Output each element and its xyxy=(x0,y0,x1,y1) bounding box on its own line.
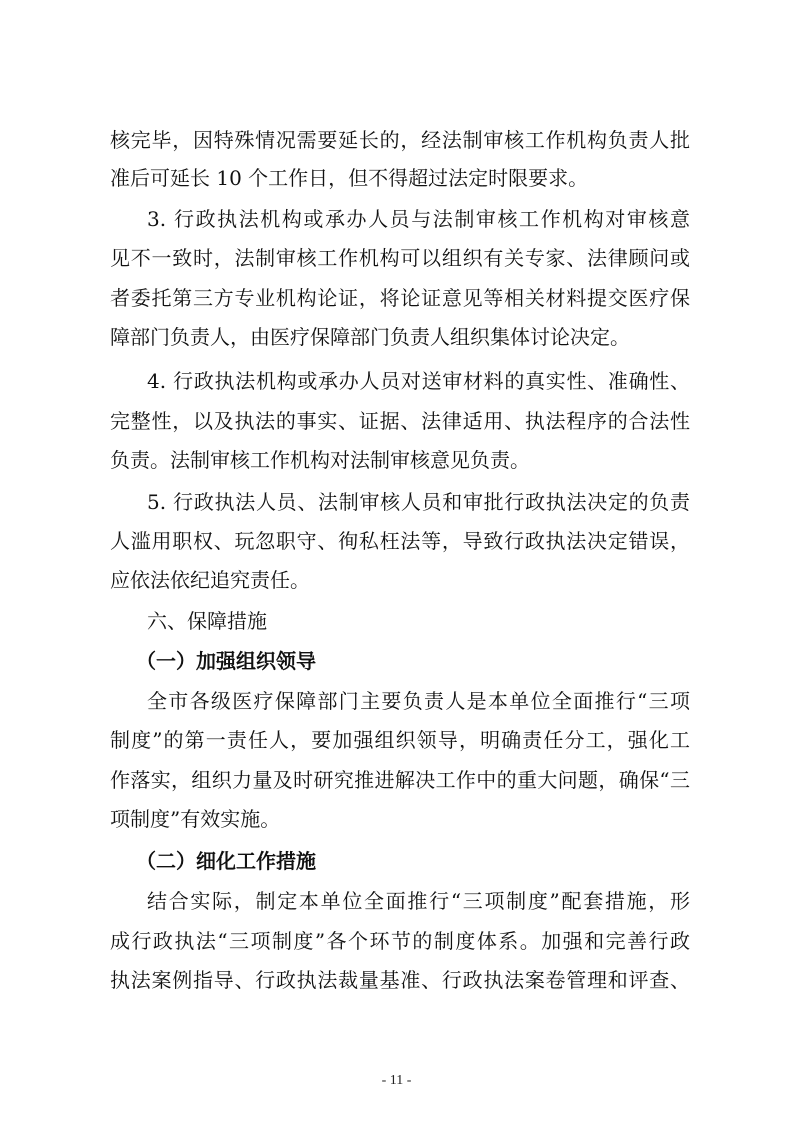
text-line: 全市各级医疗保障部门主要负责人是本单位全面推行“三项 xyxy=(147,689,690,713)
subsection-heading: （二）细化工作措施 xyxy=(136,849,316,873)
text-line: 完整性，以及执法的事实、证据、法律适用、执法程序的合法性 xyxy=(110,409,690,433)
page-number: - 11 - xyxy=(381,1073,412,1088)
text-line: 负责。法制审核工作机构对法制审核意见负责。 xyxy=(110,448,530,472)
text-line: 见不一致时，法制审核工作机构可以组织有关专家、法律顾问或 xyxy=(110,246,690,270)
text-line: 执法案例指导、行政执法裁量基准、行政执法案卷管理和评查、 xyxy=(110,968,690,992)
section-heading: 六、保障措施 xyxy=(147,609,267,633)
text-line: 应依法依纪追究责任。 xyxy=(110,568,310,592)
text-line: 成行政执法“三项制度”各个环节的制度体系。加强和完善行政 xyxy=(110,929,690,953)
text-line: 准后可延长 10 个工作日，但不得超过法定时限要求。 xyxy=(110,166,589,190)
text-line: 结合实际，制定本单位全面推行“三项制度”配套措施，形 xyxy=(147,889,690,913)
text-line: 障部门负责人，由医疗保障部门负责人组织集体讨论决定。 xyxy=(110,325,630,349)
text-line: 作落实，组织力量及时研究推进解决工作中的重大问题，确保“三 xyxy=(110,768,690,792)
text-line: 3. 行政执法机构或承办人员与法制审核工作机构对审核意 xyxy=(147,207,690,231)
text-line: 项制度”有效实施。 xyxy=(110,807,281,831)
text-line: 5. 行政执法人员、法制审核人员和审批行政执法决定的负责 xyxy=(147,490,690,514)
subsection-heading: （一）加强组织领导 xyxy=(136,649,316,673)
text-line: 人滥用职权、玩忽职守、徇私枉法等，导致行政执法决定错误， xyxy=(110,529,690,553)
text-line: 制度”的第一责任人，要加强组织领导，明确责任分工，强化工 xyxy=(110,728,690,752)
text-line: 者委托第三方专业机构论证，将论证意见等相关材料提交医疗保 xyxy=(110,286,690,310)
text-line: 4. 行政执法机构或承办人员对送审材料的真实性、准确性、 xyxy=(147,369,690,393)
text-line: 核完毕，因特殊情况需要延长的，经法制审核工作机构负责人批 xyxy=(110,128,690,152)
